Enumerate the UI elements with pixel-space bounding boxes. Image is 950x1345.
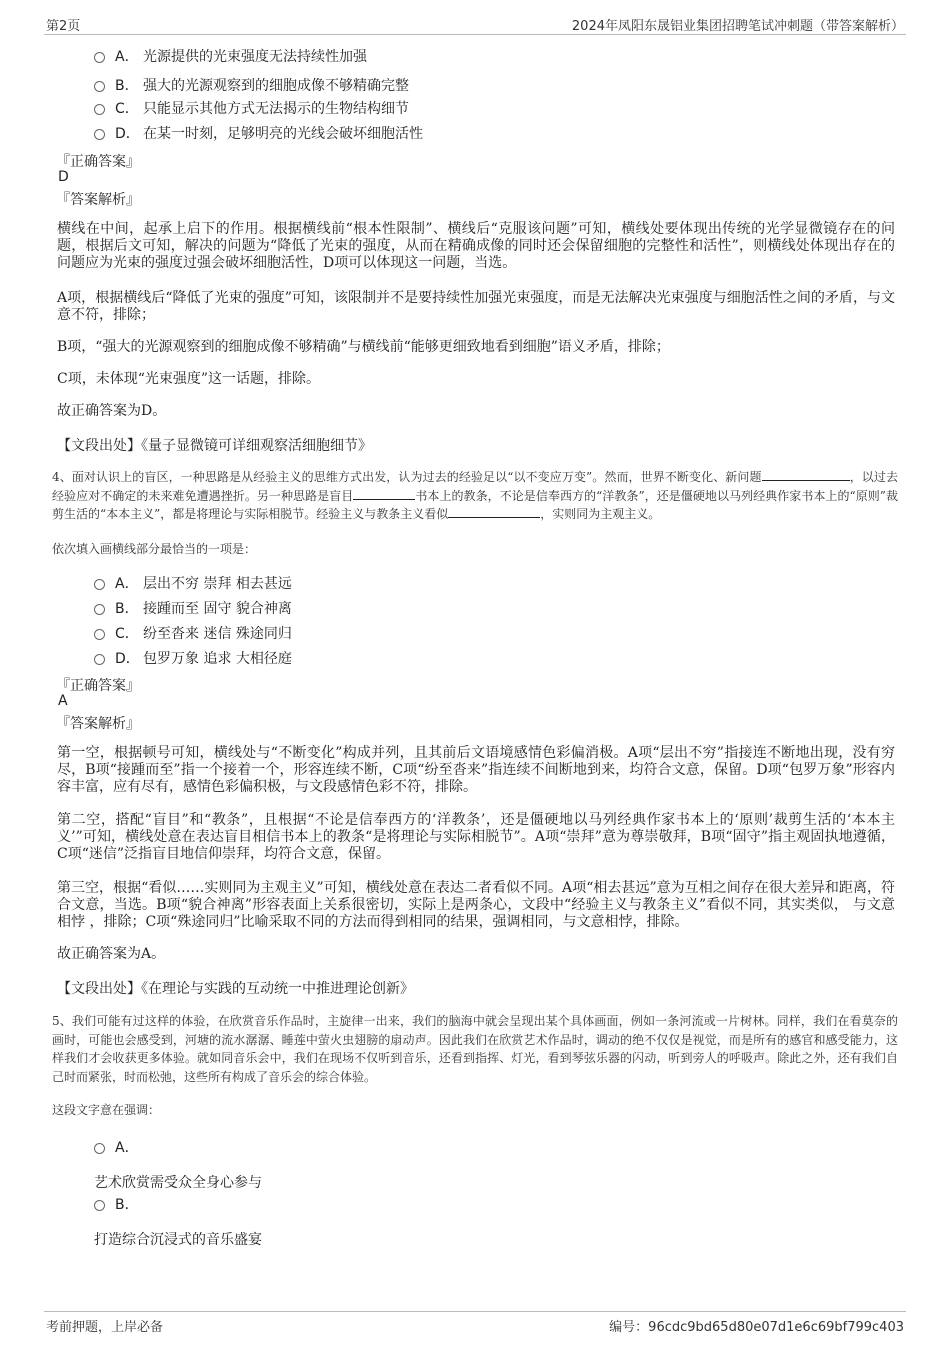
radio-icon[interactable] bbox=[94, 52, 105, 63]
option-letter: A． bbox=[115, 1140, 139, 1156]
q5-option-a[interactable] bbox=[94, 1137, 143, 1157]
q5-option-b[interactable] bbox=[94, 1194, 143, 1214]
question-stem: 5、我们可能有过这样的体验，在欣赏音乐作品时，主旋律一出来，我们的脑海中就会呈现出某个具体画面，例如一条河流或一片树林。同样，我们在看莫奈的画时，可能也会感受到，河塘的流水潺潺、睡莲中萤火虫翅膀的扇动声。因此我们在欣赏艺术作品时，调动的绝不仅仅是视觉，而是所有的感官和感受能力，这样我们才会收获更多体验。就如同音乐会中，我们在现场不仅听到音乐，还看到指挥、灯光，看到琴弦乐器的闪动，听到旁人的呼吸声。除此之外，还有我们自己时而紧张，时而松弛，这些所有构成了音乐会的综合体验。 bbox=[52, 1014, 898, 1084]
analysis-paragraph: 第三空，根据“看似……实则同为主观主义”可知，横线处意在表达二者看似不同。A项“相去甚远”意为互相之间存在很大差异和距离，符合文意，当选。B项“貌合神离”形容表面上关系很密切，实际上是两条心，文段中“经验主义与教条主义”看似不同，其实类似， 与文意相悖 ，排除；C项“殊途同归”比喻采取不同的方法而得到相同的结果，强调相同，与文意相悖，排除。 bbox=[57, 880, 895, 930]
option-letter: B． bbox=[115, 1197, 139, 1213]
source-citation: 【文段出处】《量子显微镜可详细观察活细胞细节》 bbox=[57, 438, 372, 454]
q3-option-d[interactable] bbox=[94, 123, 423, 143]
radio-icon[interactable] bbox=[94, 629, 105, 640]
radio-icon[interactable] bbox=[94, 104, 105, 115]
analysis-paragraph: 第二空，搭配“盲目”和“教条”，且根据“不论是信奉西方的‘洋教条’，还是僵硬地以马列经典作家书本上的‘原则’裁剪生活的‘本本主义’”可知，横线处意在表达盲目相信书本上的教条“是将理论与实际相脱节”。A项“崇拜”意为尊崇敬拜，B项“固守”指主观固执地遵循，C项“迷信”泛指盲目地信仰崇拜，均符合文意，保留。 bbox=[57, 812, 895, 862]
blank-line bbox=[762, 468, 850, 481]
option-letter: A． bbox=[115, 576, 139, 592]
analysis-label: 『答案解析』 bbox=[56, 716, 140, 732]
analysis-paragraph: 横线在中间，起承上启下的作用。根据横线前“根本性限制”、横线后“克服该问题”可知，横线处要体现出传统的光学显微镜存在的问题，根据后文可知，解决的问题为“降低了光束的强度，从而在精确成像的同时还会保留细胞的完整性和活性”，则横线处体现出存在的问题应为光束的强度过强会破坏细胞活性，D项可以体现这一问题，当选。 bbox=[57, 221, 895, 271]
radio-icon[interactable] bbox=[94, 654, 105, 665]
question-stem: 4、面对认识上的盲区，一种思路是从经验主义的思维方式出发，认为过去的经验足以“以不变应万变”。然而，世界不断变化、新问题 ，以过去经验应对不确定的未来难免遭遇挫折。另一种思路是盲目 书本上的教条，不论是信奉西方的“洋教条”，还是僵硬地以马列经典作家书本上的“原则”裁剪生活的“本本主义”，都是将理论与实际相脱节。经验主义与教条主义看似 ，实则同为主观主义。 bbox=[52, 470, 898, 521]
radio-icon[interactable] bbox=[94, 1200, 105, 1211]
analysis-paragraph: B项，“强大的光源观察到的细胞成像不够精确”与横线前“能够更细致地看到细胞”语义矛盾，排除； bbox=[57, 339, 670, 355]
q4-option-b[interactable] bbox=[94, 598, 292, 618]
option-text: 强大的光源观察到的细胞成像不够精确完整 bbox=[143, 78, 409, 94]
radio-icon[interactable] bbox=[94, 129, 105, 140]
option-letter: A． bbox=[115, 49, 139, 65]
option-letter: D． bbox=[115, 651, 140, 667]
footer-slogan: 考前押题，上岸必备 bbox=[46, 1320, 164, 1335]
option-letter: C． bbox=[115, 101, 139, 117]
document-code bbox=[609, 1316, 904, 1335]
option-text: 层出不穷 崇拜 相去甚远 bbox=[143, 576, 292, 592]
option-text: 纷至沓来 迷信 殊途同归 bbox=[143, 626, 292, 642]
correct-answer-label: 『正确答案』 bbox=[56, 154, 140, 170]
option-letter: D． bbox=[115, 126, 140, 142]
option-text: 包罗万象 追求 大相径庭 bbox=[143, 651, 292, 667]
analysis-conclusion: 故正确答案为A。 bbox=[57, 946, 166, 962]
analysis-label: 『答案解析』 bbox=[56, 192, 140, 208]
option-text: 只能显示其他方式无法揭示的生物结构细节 bbox=[143, 101, 409, 117]
analysis-paragraph: 第一空，根据顿号可知，横线处与“不断变化”构成并列，且其前后文语境感情色彩偏消极。A项“层出不穷”指接连不断地出现，没有穷尽，B项“接踵而至”指一个接着一个，形容连续不断，C项“纷至沓来”指连续不间断地到来，均符合文意，保留。D项“包罗万象”形容内容丰富，应有尽有，感情色彩偏积极，与文段感情色彩不符，排除。 bbox=[57, 745, 895, 795]
analysis-paragraph: C项，未体现“光束强度”这一话题，排除。 bbox=[57, 371, 321, 387]
correct-answer: D bbox=[58, 169, 69, 185]
option-text: 艺术欣赏需受众全身心参与 bbox=[94, 1175, 262, 1191]
radio-icon[interactable] bbox=[94, 81, 105, 92]
option-text: 接踵而至 固守 貌合神离 bbox=[143, 601, 292, 617]
document-title: 2024年凤阳东晟铝业集团招聘笔试冲刺题（带答案解析） bbox=[571, 19, 904, 34]
blank-line bbox=[448, 505, 540, 518]
option-text: 在某一时刻，足够明亮的光线会破坏细胞活性 bbox=[143, 126, 423, 142]
page-header bbox=[44, 12, 906, 35]
code-value: 96cdc9bd65d80e07d1e6c69bf799c403 bbox=[648, 1320, 904, 1335]
radio-icon[interactable] bbox=[94, 579, 105, 590]
option-text: 打造综合沉浸式的音乐盛宴 bbox=[94, 1232, 262, 1248]
option-letter: B． bbox=[115, 78, 139, 94]
radio-icon[interactable] bbox=[94, 604, 105, 615]
option-letter: B． bbox=[115, 601, 139, 617]
q3-option-c[interactable] bbox=[94, 98, 409, 118]
blank-line bbox=[353, 487, 415, 500]
q3-option-b[interactable] bbox=[94, 75, 409, 95]
analysis-paragraph: A项，根据横线后“降低了光束的强度”可知，该限制并不是要持续性加强光束强度，而是无法解决光束强度与细胞活性之间的矛盾，与文意不符，排除； bbox=[57, 290, 895, 323]
q4-option-c[interactable] bbox=[94, 623, 292, 643]
code-label: 编号： bbox=[609, 1320, 649, 1335]
page-number: 第2页 bbox=[46, 19, 81, 34]
option-text: 光源提供的光束强度无法持续性加强 bbox=[143, 49, 367, 65]
correct-answer: A bbox=[58, 693, 68, 709]
radio-icon[interactable] bbox=[94, 1143, 105, 1154]
q4-option-a[interactable] bbox=[94, 573, 292, 593]
option-letter: C． bbox=[115, 626, 139, 642]
analysis-conclusion: 故正确答案为D。 bbox=[57, 403, 167, 419]
correct-answer-label: 『正确答案』 bbox=[56, 678, 140, 694]
source-citation: 【文段出处】《在理论与实践的互动统一中推进理论创新》 bbox=[57, 981, 414, 997]
q4-option-d[interactable] bbox=[94, 648, 292, 668]
question-prompt: 依次填入画横线部分最恰当的一项是： bbox=[52, 542, 257, 556]
q3-option-a[interactable] bbox=[94, 46, 367, 66]
question-prompt: 这段文字意在强调： bbox=[52, 1103, 161, 1117]
page-footer bbox=[44, 1311, 906, 1338]
